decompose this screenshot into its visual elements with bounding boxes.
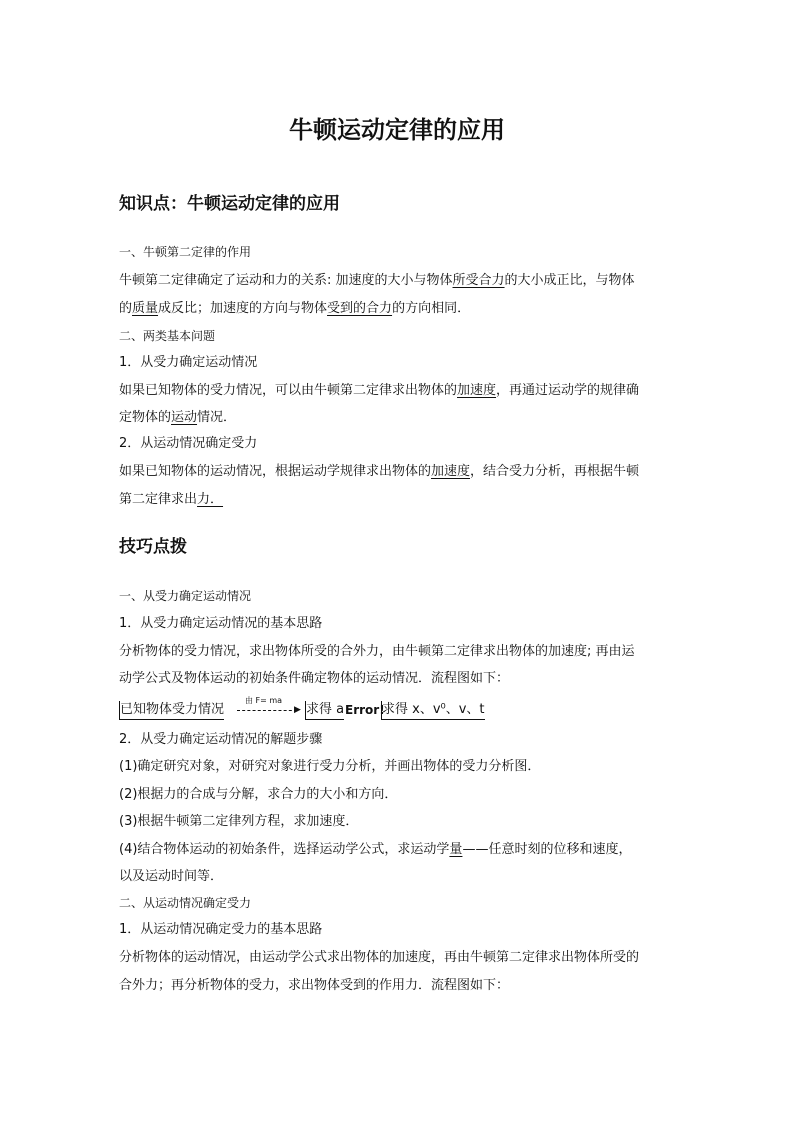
paragraph-line: 合外力；再分析物体的受力，求出物体受到的作用力．流程图如下： [119, 978, 510, 993]
subheading-force-to-motion: 一、从受力确定运动情况 [119, 589, 252, 603]
section-heading-knowledge: 知识点：牛顿运动定律的应用 [119, 194, 340, 214]
flow-box-find-a: 求得 a [305, 701, 344, 720]
flow-box-known-forces: 已知物体受力情况 [119, 701, 224, 720]
underlined-term: 质量 [132, 301, 159, 316]
paragraph-line: 第二定律求出力． [119, 492, 224, 507]
underlined-term: 运动 [171, 410, 198, 425]
paragraph-line: 的质量成反比；加速度的方向与物体受到的合力的方向相同． [119, 301, 471, 316]
subheading-problems: 二、两类基本问题 [119, 329, 216, 343]
paragraph-line: 动学公式及物体运动的初始条件确定物体的运动情况．流程图如下： [119, 671, 510, 686]
subheading-force-to-motion: 1．从受力确定运动情况 [119, 355, 258, 370]
paragraph-line: 以及运动时间等． [119, 869, 224, 884]
step-2: (2)根据力的合成与分解，求合力的大小和方向． [119, 787, 398, 802]
paragraph-line: 牛顿第二定律确定了运动和力的关系: 加速度的大小与物体所受合力的大小成正比，与物体 [119, 273, 635, 288]
underlined-term: 加速度 [431, 464, 471, 479]
step-3: (3)根据牛顿第二定律列方程，求加速度． [119, 814, 359, 829]
flow-error-text: Error! [345, 703, 385, 717]
page-title: 牛顿运动定律的应用 [289, 116, 505, 144]
step-4: (4)结合物体运动的初始条件，选择运动学公式，求运动学量——任意时刻的位移和速度， [119, 842, 632, 857]
flow-chart [119, 697, 499, 723]
paragraph-line: 分析物体的受力情况，求出物体所受的合外力，由牛顿第二定律求出物体的加速度; 再由运 [119, 644, 635, 659]
paragraph-line: 定物体的运动情况． [119, 410, 237, 425]
flow-box-find-kinematics: 求得 x、v⁰、v、t [381, 701, 485, 720]
flow-arrow [237, 710, 297, 711]
paragraph-line: 如果已知物体的受力情况，可以由牛顿第二定律求出物体的加速度，再通过运动学的规律确 [119, 383, 640, 398]
section-heading-tips: 技巧点拨 [119, 537, 187, 557]
paragraph-line: 如果已知物体的运动情况，根据运动学规律求出物体的加速度，结合受力分析，再根据牛顿 [119, 464, 640, 479]
underlined-term: 受到的合力 [327, 301, 393, 316]
flow-arrow-label: 由 F= ma [245, 696, 283, 705]
underlined-term: 力． [197, 492, 224, 507]
underlined-term: 加速度 [457, 383, 497, 398]
subheading-basic-idea: 1．从运动情况确定受力的基本思路 [119, 922, 323, 937]
paragraph-line: 分析物体的运动情况，由运动学公式求出物体的加速度，再由牛顿第二定律求出物体所受的 [119, 950, 640, 965]
subheading-role: 一、牛顿第二定律的作用 [119, 245, 252, 259]
subheading-motion-to-force: 二、从运动情况确定受力 [119, 896, 252, 910]
arrow-right-icon: ▶ [294, 705, 301, 715]
underlined-term: 所受合力 [452, 273, 505, 288]
subheading-steps: 2．从受力确定运动情况的解题步骤 [119, 732, 323, 747]
underlined-term: 量 [449, 842, 463, 857]
step-1: (1)确定研究对象，对研究对象进行受力分析，并画出物体的受力分析图． [119, 759, 541, 774]
subheading-motion-to-force: 2．从运动情况确定受力 [119, 436, 258, 451]
subheading-basic-idea: 1．从受力确定运动情况的基本思路 [119, 616, 323, 631]
